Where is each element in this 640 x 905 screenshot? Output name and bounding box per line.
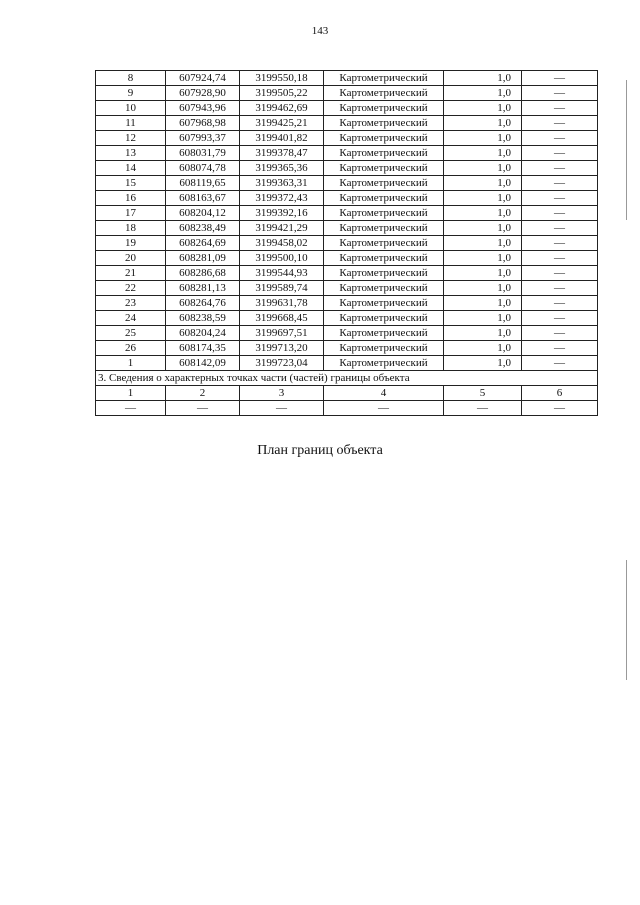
method-cell: Картометрический <box>324 146 444 161</box>
description-cell: — <box>522 236 598 251</box>
point-number-cell: 1 <box>96 356 166 371</box>
y-coordinate-cell: 3199550,18 <box>240 71 324 86</box>
x-coordinate-cell: 608163,67 <box>166 191 240 206</box>
point-number-cell: 14 <box>96 161 166 176</box>
description-cell: — <box>522 101 598 116</box>
table-row <box>96 191 598 206</box>
description-cell: — <box>522 251 598 266</box>
description-cell: — <box>522 341 598 356</box>
point-number-cell: 9 <box>96 86 166 101</box>
method-cell: Картометрический <box>324 71 444 86</box>
method-cell: Картометрический <box>324 311 444 326</box>
x-coordinate-cell: 608281,09 <box>166 251 240 266</box>
table-row <box>96 356 598 371</box>
x-coordinate-cell: 608142,09 <box>166 356 240 371</box>
description-cell: — <box>522 176 598 191</box>
method-cell: Картометрический <box>324 296 444 311</box>
table-row <box>96 341 598 356</box>
x-coordinate-cell: 607928,90 <box>166 86 240 101</box>
y-coordinate-cell: 3199505,22 <box>240 86 324 101</box>
table-row <box>96 161 598 176</box>
accuracy-cell: 1,0 <box>444 71 522 86</box>
point-number-cell: 15 <box>96 176 166 191</box>
point-number-cell: 12 <box>96 131 166 146</box>
y-coordinate-cell: 3199544,93 <box>240 266 324 281</box>
point-number-cell: 13 <box>96 146 166 161</box>
accuracy-cell: 1,0 <box>444 266 522 281</box>
section3-empty-row <box>96 401 598 416</box>
y-coordinate-cell: 3199401,82 <box>240 131 324 146</box>
y-coordinate-cell: 3199500,10 <box>240 251 324 266</box>
method-cell: Картометрический <box>324 131 444 146</box>
point-number-cell: 24 <box>96 311 166 326</box>
description-cell: — <box>522 296 598 311</box>
accuracy-cell: 1,0 <box>444 311 522 326</box>
description-cell: — <box>522 266 598 281</box>
description-cell: — <box>522 206 598 221</box>
y-coordinate-cell: 3199462,69 <box>240 101 324 116</box>
accuracy-cell: 1,0 <box>444 146 522 161</box>
description-cell: — <box>522 281 598 296</box>
table-row <box>96 101 598 116</box>
section3-header-cell: 6 <box>522 386 598 401</box>
y-coordinate-cell: 3199378,47 <box>240 146 324 161</box>
method-cell: Картометрический <box>324 266 444 281</box>
x-coordinate-cell: 608074,78 <box>166 161 240 176</box>
x-coordinate-cell: 608238,49 <box>166 221 240 236</box>
point-number-cell: 22 <box>96 281 166 296</box>
point-number-cell: 20 <box>96 251 166 266</box>
y-coordinate-cell: 3199425,21 <box>240 116 324 131</box>
accuracy-cell: 1,0 <box>444 116 522 131</box>
accuracy-cell: 1,0 <box>444 176 522 191</box>
table-row <box>96 266 598 281</box>
description-cell: — <box>522 146 598 161</box>
scan-edge-mark <box>626 560 627 680</box>
accuracy-cell: 1,0 <box>444 131 522 146</box>
accuracy-cell: 1,0 <box>444 86 522 101</box>
section3-block <box>96 371 598 416</box>
y-coordinate-cell: 3199372,43 <box>240 191 324 206</box>
y-coordinate-cell: 3199363,31 <box>240 176 324 191</box>
table-row <box>96 131 598 146</box>
x-coordinate-cell: 608204,24 <box>166 326 240 341</box>
accuracy-cell: 1,0 <box>444 296 522 311</box>
description-cell: — <box>522 131 598 146</box>
method-cell: Картометрический <box>324 326 444 341</box>
method-cell: Картометрический <box>324 86 444 101</box>
table-row <box>96 206 598 221</box>
accuracy-cell: 1,0 <box>444 101 522 116</box>
x-coordinate-cell: 608204,12 <box>166 206 240 221</box>
description-cell: — <box>522 161 598 176</box>
point-number-cell: 17 <box>96 206 166 221</box>
table-row <box>96 176 598 191</box>
point-number-cell: 25 <box>96 326 166 341</box>
table-row <box>96 296 598 311</box>
section3-title: 3. Сведения о характерных точках части (частей) границы объекта <box>96 371 598 386</box>
points-table-body <box>96 71 598 371</box>
table-row <box>96 251 598 266</box>
x-coordinate-cell: 608286,68 <box>166 266 240 281</box>
method-cell: Картометрический <box>324 206 444 221</box>
point-number-cell: 18 <box>96 221 166 236</box>
section3-empty-cell: — <box>444 401 522 416</box>
x-coordinate-cell: 607993,37 <box>166 131 240 146</box>
table-row <box>96 146 598 161</box>
section3-empty-cell: — <box>240 401 324 416</box>
method-cell: Картометрический <box>324 101 444 116</box>
section3-header-cell: 4 <box>324 386 444 401</box>
point-number-cell: 10 <box>96 101 166 116</box>
accuracy-cell: 1,0 <box>444 161 522 176</box>
section3-title-row <box>96 371 598 386</box>
table-row <box>96 236 598 251</box>
method-cell: Картометрический <box>324 176 444 191</box>
x-coordinate-cell: 608119,65 <box>166 176 240 191</box>
point-number-cell: 16 <box>96 191 166 206</box>
point-number-cell: 11 <box>96 116 166 131</box>
description-cell: — <box>522 71 598 86</box>
y-coordinate-cell: 3199365,36 <box>240 161 324 176</box>
section3-header-cell: 1 <box>96 386 166 401</box>
table-row <box>96 116 598 131</box>
point-number-cell: 23 <box>96 296 166 311</box>
description-cell: — <box>522 86 598 101</box>
table-row <box>96 86 598 101</box>
description-cell: — <box>522 326 598 341</box>
section3-empty-cell: — <box>324 401 444 416</box>
point-number-cell: 19 <box>96 236 166 251</box>
x-coordinate-cell: 608031,79 <box>166 146 240 161</box>
y-coordinate-cell: 3199668,45 <box>240 311 324 326</box>
accuracy-cell: 1,0 <box>444 206 522 221</box>
section3-empty-cell: — <box>96 401 166 416</box>
section3-header-cell: 5 <box>444 386 522 401</box>
x-coordinate-cell: 608281,13 <box>166 281 240 296</box>
description-cell: — <box>522 191 598 206</box>
point-number-cell: 26 <box>96 341 166 356</box>
section3-empty-cell: — <box>522 401 598 416</box>
method-cell: Картометрический <box>324 221 444 236</box>
section3-header-row <box>96 386 598 401</box>
y-coordinate-cell: 3199631,78 <box>240 296 324 311</box>
scan-edge-mark <box>626 80 627 220</box>
section3-empty-cell: — <box>166 401 240 416</box>
accuracy-cell: 1,0 <box>444 251 522 266</box>
accuracy-cell: 1,0 <box>444 326 522 341</box>
y-coordinate-cell: 3199723,04 <box>240 356 324 371</box>
x-coordinate-cell: 607943,96 <box>166 101 240 116</box>
method-cell: Картометрический <box>324 341 444 356</box>
table-row <box>96 71 598 86</box>
y-coordinate-cell: 3199589,74 <box>240 281 324 296</box>
y-coordinate-cell: 3199421,29 <box>240 221 324 236</box>
section3-header-cell: 3 <box>240 386 324 401</box>
description-cell: — <box>522 311 598 326</box>
page-number: 143 <box>311 25 329 37</box>
x-coordinate-cell: 608264,76 <box>166 296 240 311</box>
description-cell: — <box>522 221 598 236</box>
method-cell: Картометрический <box>324 356 444 371</box>
description-cell: — <box>522 116 598 131</box>
section3-header-cell: 2 <box>166 386 240 401</box>
method-cell: Картометрический <box>324 191 444 206</box>
table-row <box>96 326 598 341</box>
x-coordinate-cell: 608238,59 <box>166 311 240 326</box>
table-row <box>96 311 598 326</box>
accuracy-cell: 1,0 <box>444 341 522 356</box>
accuracy-cell: 1,0 <box>444 281 522 296</box>
table-row <box>96 221 598 236</box>
y-coordinate-cell: 3199458,02 <box>240 236 324 251</box>
accuracy-cell: 1,0 <box>444 236 522 251</box>
x-coordinate-cell: 608264,69 <box>166 236 240 251</box>
accuracy-cell: 1,0 <box>444 356 522 371</box>
method-cell: Картометрический <box>324 236 444 251</box>
accuracy-cell: 1,0 <box>444 221 522 236</box>
point-number-cell: 21 <box>96 266 166 281</box>
boundary-points-table <box>95 70 598 416</box>
point-number-cell: 8 <box>96 71 166 86</box>
y-coordinate-cell: 3199392,16 <box>240 206 324 221</box>
method-cell: Картометрический <box>324 281 444 296</box>
y-coordinate-cell: 3199697,51 <box>240 326 324 341</box>
x-coordinate-cell: 607924,74 <box>166 71 240 86</box>
description-cell: — <box>522 356 598 371</box>
accuracy-cell: 1,0 <box>444 191 522 206</box>
method-cell: Картометрический <box>324 161 444 176</box>
plan-title: План границ объекта <box>257 443 383 458</box>
x-coordinate-cell: 607968,98 <box>166 116 240 131</box>
method-cell: Картометрический <box>324 116 444 131</box>
y-coordinate-cell: 3199713,20 <box>240 341 324 356</box>
x-coordinate-cell: 608174,35 <box>166 341 240 356</box>
method-cell: Картометрический <box>324 251 444 266</box>
table-row <box>96 281 598 296</box>
